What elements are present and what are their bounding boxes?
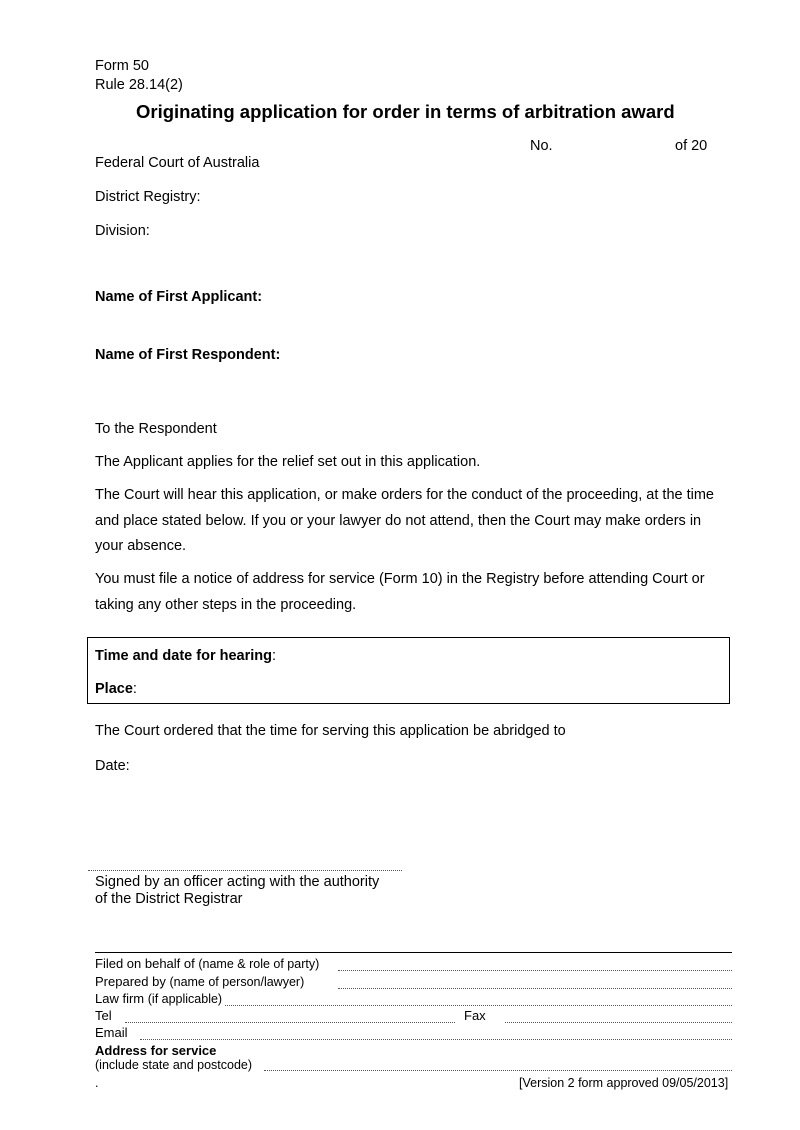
first-respondent-label: Name of First Respondent: bbox=[95, 347, 281, 363]
address-service-paragraph: You must file a notice of address for service (Form 10) in the Registry before attending Court or taking any other steps in the proceeding. bbox=[95, 571, 705, 613]
first-applicant-label: Name of First Applicant: bbox=[95, 289, 263, 305]
footer-divider bbox=[95, 952, 732, 953]
law-firm-hint: (if applicable) bbox=[147, 992, 223, 1006]
prepared-by-label: Prepared by bbox=[95, 974, 166, 989]
fax-field[interactable] bbox=[505, 1022, 732, 1023]
footer-period: . bbox=[95, 1076, 99, 1090]
fax-label: Fax bbox=[464, 1008, 486, 1023]
tel-field[interactable] bbox=[125, 1022, 455, 1023]
law-firm-label: Law firm bbox=[95, 991, 145, 1006]
version-note: [Version 2 form approved 09/05/2013] bbox=[519, 1076, 729, 1090]
signature-caption-line2: of the District Registrar bbox=[95, 891, 243, 907]
hearing-paragraph: The Court will hear this application, or make orders for the conduct of the proceeding, at the time and place stated below. If you or your lawyer do not attend, then the Court may make orders in your absence. bbox=[95, 487, 714, 554]
address-for-service-hint: (include state and postcode) bbox=[95, 1058, 253, 1072]
hearing-time-label: Time and date for hearing bbox=[95, 648, 272, 664]
district-registry-label: District Registry: bbox=[95, 189, 201, 205]
division-label: Division: bbox=[95, 223, 150, 239]
filed-on-behalf-field[interactable] bbox=[338, 970, 732, 971]
tel-label: Tel bbox=[95, 1008, 112, 1023]
address-for-service-field[interactable] bbox=[264, 1070, 732, 1071]
file-number-label: No. bbox=[530, 138, 553, 154]
hearing-place-label: Place bbox=[95, 681, 133, 697]
abridged-time-text: The Court ordered that the time for serving this application be abridged to bbox=[95, 723, 566, 739]
hearing-time-colon: : bbox=[272, 648, 277, 664]
filed-on-behalf-label: Filed on behalf of bbox=[95, 956, 195, 971]
page-title: Originating application for order in terms of arbitration award bbox=[136, 101, 675, 122]
signature-line bbox=[88, 870, 402, 871]
filed-on-behalf-hint: (name & role of party) bbox=[198, 957, 320, 971]
form-number: Form 50 bbox=[95, 58, 149, 74]
signature-caption-line1: Signed by an officer acting with the authority bbox=[95, 874, 380, 890]
hearing-time-row bbox=[95, 648, 276, 664]
rule-reference: Rule 28.14(2) bbox=[95, 77, 183, 93]
to-respondent: To the Respondent bbox=[95, 421, 217, 437]
email-label: Email bbox=[95, 1025, 128, 1040]
hearing-place-row bbox=[95, 681, 137, 697]
file-year-label: of 20 bbox=[675, 138, 708, 154]
relief-paragraph: The Applicant applies for the relief set out in this application. bbox=[95, 454, 481, 470]
prepared-by-row bbox=[95, 974, 304, 989]
filed-on-behalf-row bbox=[95, 956, 319, 971]
prepared-by-hint: (name of person/lawyer) bbox=[169, 975, 305, 989]
prepared-by-field[interactable] bbox=[338, 988, 732, 989]
address-for-service-label: Address for service bbox=[95, 1043, 217, 1058]
court-name: Federal Court of Australia bbox=[95, 155, 260, 171]
law-firm-field[interactable] bbox=[225, 1005, 732, 1006]
law-firm-row bbox=[95, 991, 222, 1006]
email-field[interactable] bbox=[140, 1039, 732, 1040]
date-label: Date: bbox=[95, 758, 130, 774]
hearing-place-colon: : bbox=[132, 681, 137, 697]
